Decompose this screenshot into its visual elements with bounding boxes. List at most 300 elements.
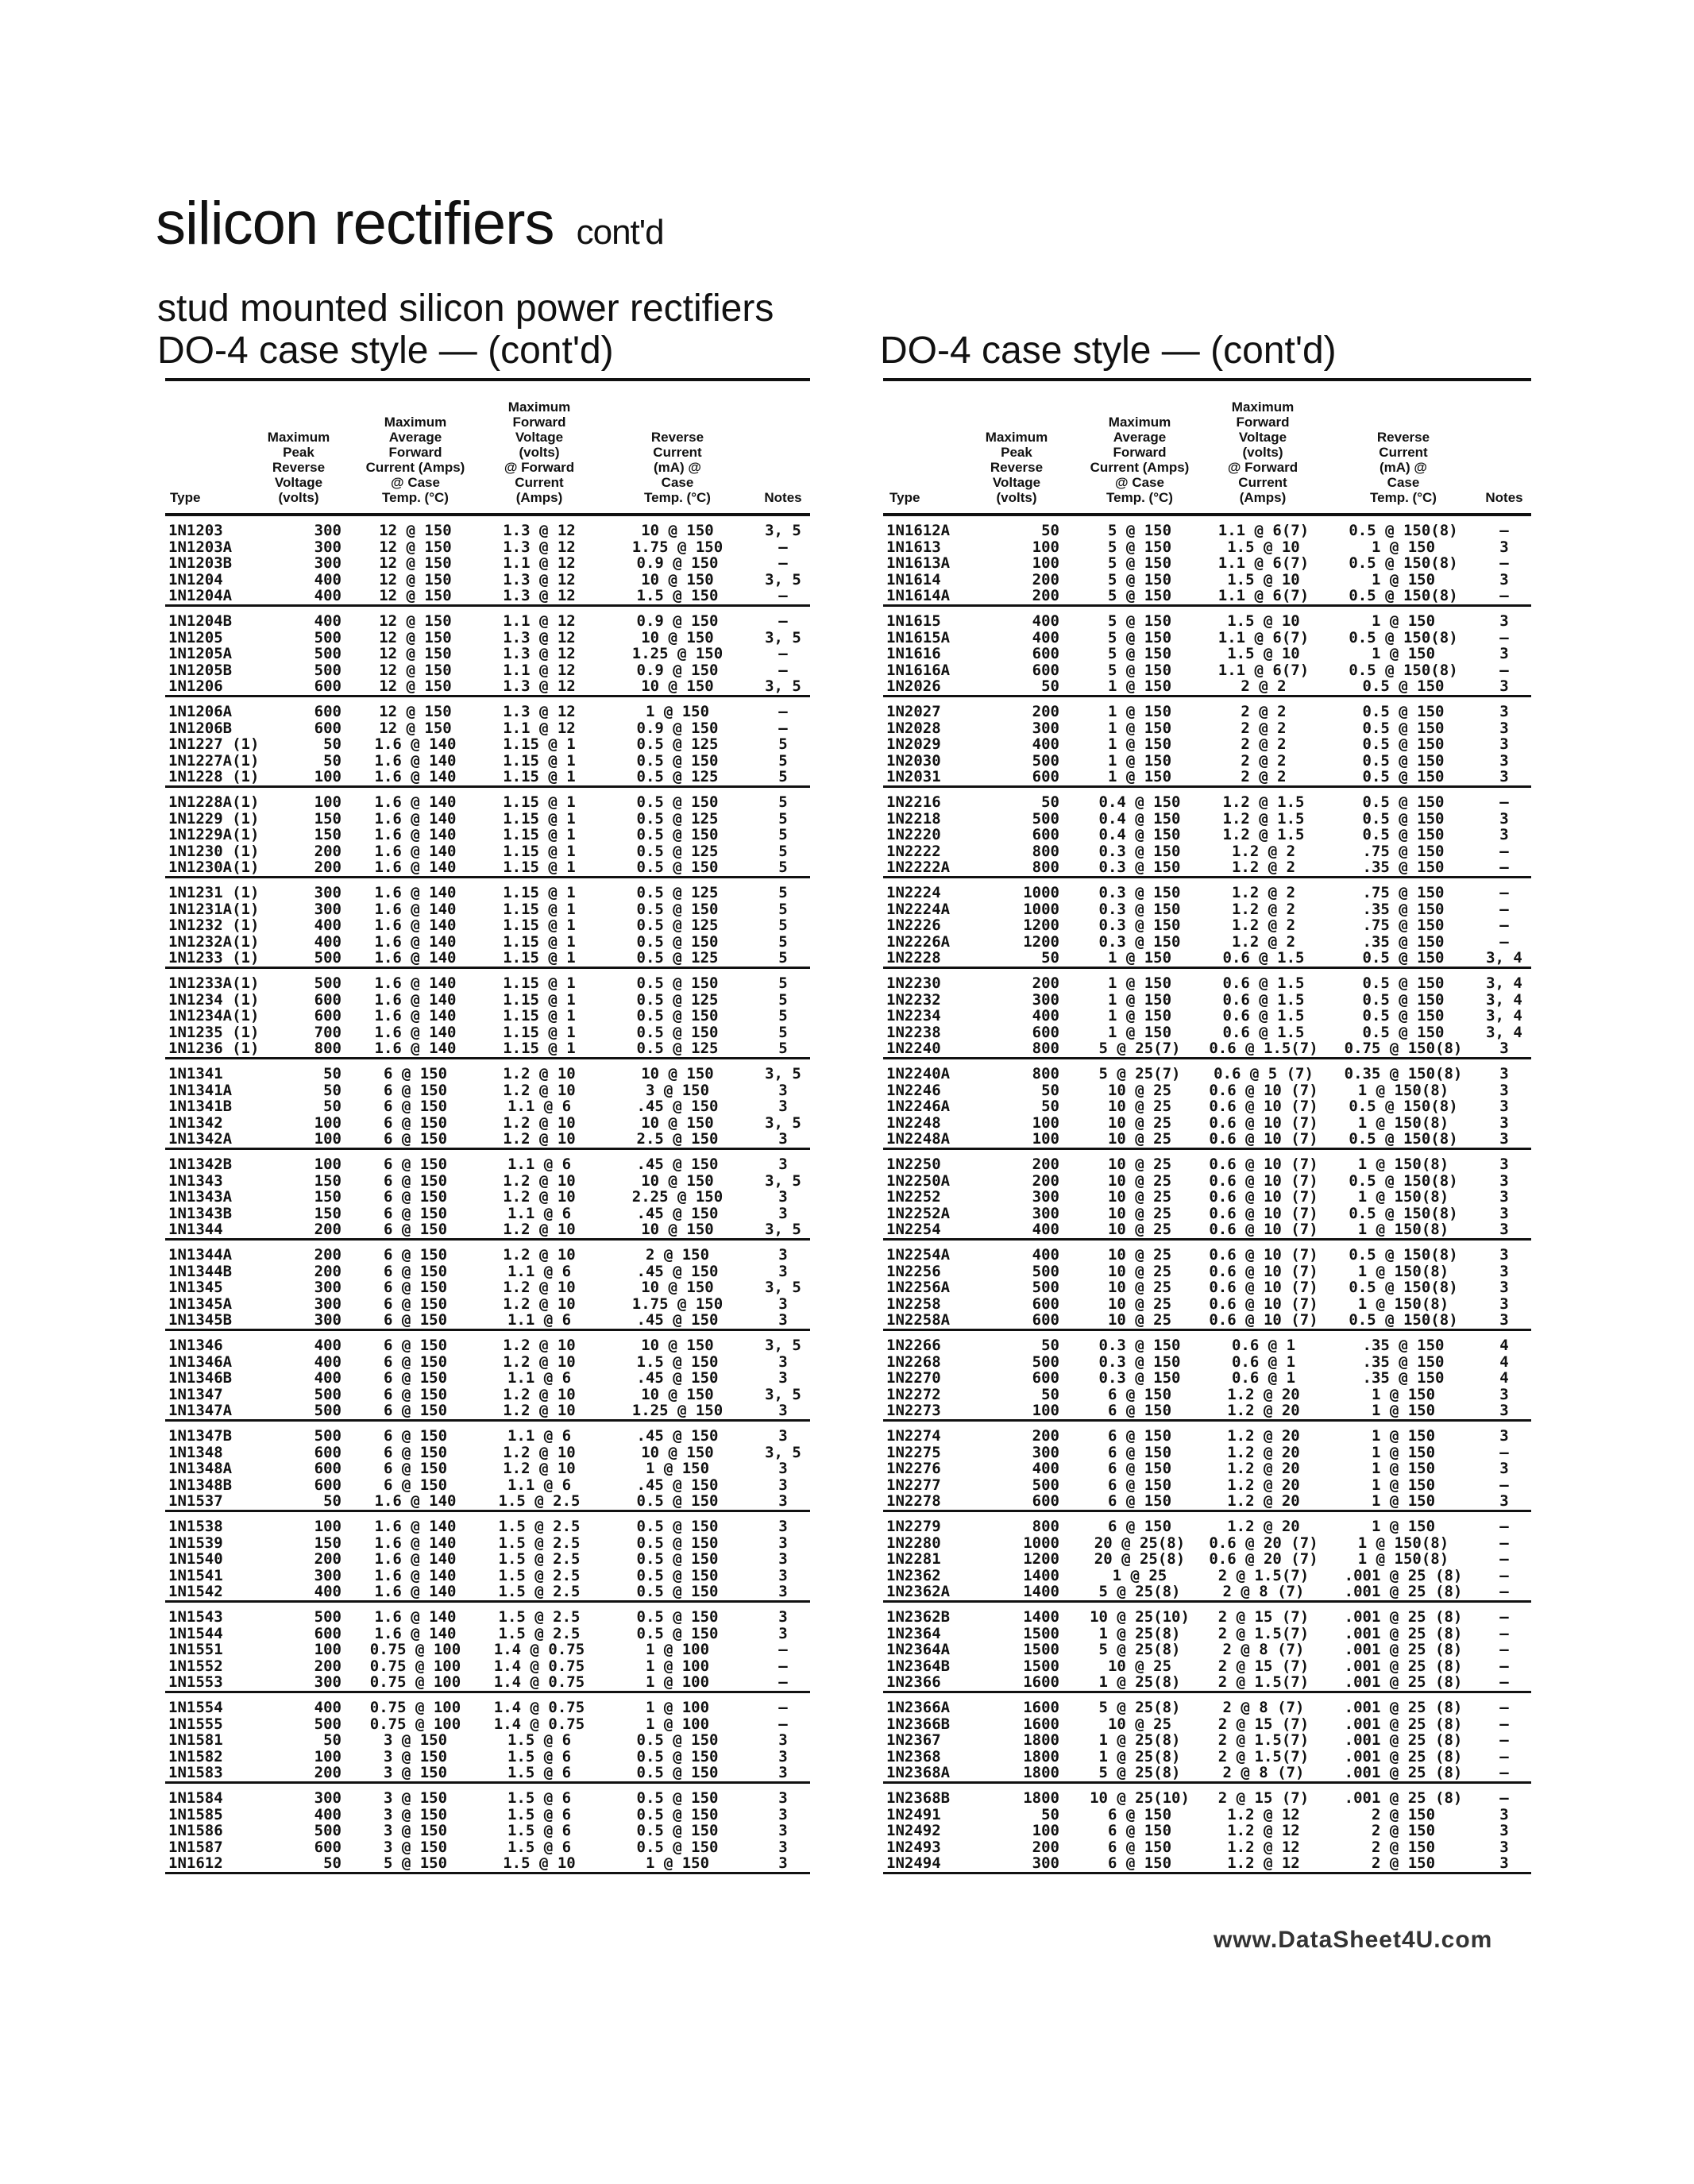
table-row (883, 811, 1531, 828)
type-cell: 1N2492 (886, 1822, 941, 1840)
current-cell: 6 @ 150 (383, 1279, 448, 1297)
type-cell: 1N2248A (886, 1130, 951, 1148)
notes-cell: 5 (778, 1023, 788, 1041)
title-main: silicon rectifiers (156, 190, 554, 257)
voltage-cell: 500 (1032, 809, 1059, 828)
notes-cell: 3, 5 (765, 1113, 801, 1132)
notes-cell: — (1499, 1518, 1509, 1535)
current-cell: 3 @ 150 (383, 1789, 448, 1807)
type-cell: 1N1205B (168, 661, 233, 679)
current-cell: 12 @ 150 (379, 522, 452, 539)
type-cell: 1N1231 (1) (168, 884, 260, 901)
voltage-cell: 400 (314, 916, 342, 935)
type-cell: 1N2494 (886, 1854, 941, 1873)
forward-voltage-cell: 1.3 @ 12 (503, 677, 576, 696)
table-row (883, 572, 1531, 588)
voltage-cell: 600 (1032, 661, 1059, 679)
type-cell: 1N2258A (886, 1311, 951, 1329)
voltage-cell: 500 (314, 1822, 342, 1840)
table-row (883, 1807, 1531, 1823)
type-cell: 1N1538 (168, 1518, 223, 1535)
type-cell: 1N2027 (886, 703, 941, 720)
type-cell: 1N1614A (886, 587, 951, 605)
table-row (883, 588, 1531, 604)
voltage-cell: 400 (314, 1805, 342, 1823)
current-cell: 6 @ 150 (1107, 1822, 1172, 1840)
notes-cell: — (778, 645, 788, 663)
current-cell: 1.6 @ 140 (374, 793, 457, 811)
reverse-current-cell: 10 @ 150 (641, 1443, 714, 1461)
current-cell: 1 @ 25(8) (1098, 1747, 1181, 1765)
table-row (883, 843, 1531, 860)
current-cell: 12 @ 150 (379, 554, 452, 573)
current-cell: 6 @ 150 (383, 1188, 448, 1206)
voltage-cell: 100 (314, 1130, 342, 1148)
table-row (165, 1173, 810, 1190)
current-cell: 10 @ 25 (1107, 1715, 1172, 1733)
title-suffix: cont'd (576, 213, 664, 252)
forward-voltage-cell: 1.5 @ 6 (507, 1731, 572, 1750)
current-cell: 6 @ 150 (383, 1246, 448, 1264)
voltage-cell: 50 (323, 1854, 342, 1873)
voltage-cell: 200 (1032, 703, 1059, 720)
type-cell: 1N1583 (168, 1764, 223, 1782)
reverse-current-cell: 0.5 @ 125 (636, 1040, 719, 1058)
voltage-cell: 1800 (1023, 1789, 1059, 1807)
table-row (883, 1428, 1531, 1445)
table-row (883, 1568, 1531, 1584)
table-row (883, 1642, 1531, 1658)
type-cell: 1N2274 (886, 1427, 941, 1445)
current-cell: 12 @ 150 (379, 703, 452, 720)
table-row (883, 1173, 1531, 1190)
voltage-cell: 300 (1032, 1854, 1059, 1873)
type-cell: 1N2228 (886, 949, 941, 967)
voltage-cell: 600 (1032, 645, 1059, 663)
reverse-current-cell: 2 @ 150 (645, 1246, 710, 1264)
current-cell: 10 @ 25 (1107, 1156, 1172, 1173)
current-cell: 1.6 @ 140 (374, 884, 457, 901)
table-row (165, 1156, 810, 1173)
voltage-cell: 300 (314, 538, 342, 556)
current-cell: 3 @ 150 (383, 1838, 448, 1856)
forward-voltage-cell: 1.2 @ 10 (503, 1221, 576, 1239)
forward-voltage-cell: 1.3 @ 12 (503, 645, 576, 663)
forward-voltage-cell: 1.2 @ 20 (1227, 1476, 1300, 1494)
current-cell: 6 @ 150 (383, 1204, 448, 1222)
reverse-current-cell: 1 @ 100 (645, 1657, 710, 1675)
notes-cell: 3 (778, 1427, 788, 1445)
table-row (165, 1518, 810, 1535)
header-forward-current: Maximum Average Forward Current (Amps) @ Case Temp. (°C) (365, 415, 465, 505)
table-row (883, 1296, 1531, 1313)
forward-voltage-cell: 1.15 @ 1 (503, 974, 576, 992)
table-row (883, 1387, 1531, 1403)
voltage-cell: 300 (314, 522, 342, 539)
type-cell: 1N2491 (886, 1805, 941, 1823)
forward-voltage-cell: 1.5 @ 6 (507, 1789, 572, 1807)
table-row (165, 859, 810, 876)
type-cell: 1N2238 (886, 1023, 941, 1041)
table-row (165, 843, 810, 860)
type-cell: 1N1230A(1) (168, 859, 260, 877)
reverse-current-cell: 1 @ 150(8) (1357, 1550, 1449, 1569)
notes-cell: 3 (778, 1130, 788, 1148)
voltage-cell: 600 (1032, 826, 1059, 844)
table-row (165, 1403, 810, 1419)
voltage-cell: 1400 (1023, 1583, 1059, 1601)
row-group (165, 1693, 810, 1784)
notes-cell: 3 (1499, 538, 1509, 556)
row-group (883, 1422, 1531, 1512)
table-row (883, 662, 1531, 679)
type-cell: 1N2362 (886, 1566, 941, 1584)
reverse-current-cell: .35 @ 150 (1362, 859, 1445, 877)
forward-voltage-cell: 1.1 @ 6 (507, 1204, 572, 1222)
type-cell: 1N2256 (886, 1262, 941, 1280)
notes-cell: 3 (1499, 1204, 1509, 1222)
table-row (165, 736, 810, 753)
notes-cell: 3, 5 (765, 628, 801, 646)
table-row (883, 1206, 1531, 1222)
notes-cell: — (778, 1673, 788, 1692)
current-cell: 1 @ 25(8) (1098, 1673, 1181, 1692)
type-cell: 1N1544 (168, 1624, 223, 1642)
forward-voltage-cell: 1.3 @ 12 (503, 628, 576, 646)
forward-voltage-cell: 1.15 @ 1 (503, 884, 576, 901)
type-cell: 1N1553 (168, 1673, 223, 1692)
type-cell: 1N1613 (886, 538, 941, 556)
notes-cell: 3 (778, 1805, 788, 1823)
voltage-cell: 700 (314, 1023, 342, 1041)
reverse-current-cell: 1 @ 150(8) (1357, 1295, 1449, 1313)
notes-cell: 4 (1499, 1369, 1509, 1387)
current-cell: 6 @ 150 (383, 1385, 448, 1403)
forward-voltage-cell: 1.5 @ 10 (1227, 645, 1300, 663)
reverse-current-cell: 0.5 @ 150 (1362, 1023, 1445, 1041)
table-row (165, 1674, 810, 1691)
table-row (883, 950, 1531, 967)
forward-voltage-cell: 1.2 @ 12 (1227, 1822, 1300, 1840)
type-cell: 1N1203A (168, 538, 233, 556)
notes-cell: — (1499, 1641, 1509, 1659)
forward-voltage-cell: 1.15 @ 1 (503, 916, 576, 935)
notes-cell: — (1499, 1789, 1509, 1807)
row-group (883, 1331, 1531, 1422)
type-cell: 1N1615 (886, 612, 941, 630)
reverse-current-cell: 1 @ 150(8) (1357, 1221, 1449, 1239)
forward-voltage-cell: 1.15 @ 1 (503, 859, 576, 877)
row-group (165, 1512, 810, 1603)
table-row (165, 646, 810, 662)
table-row (883, 769, 1531, 785)
notes-cell: 3 (1499, 1460, 1509, 1478)
notes-cell: 3 (1499, 1838, 1509, 1856)
header-peak-reverse-voltage: Maximum Peak Reverse Voltage (volts) (267, 430, 330, 505)
notes-cell: — (778, 703, 788, 720)
voltage-cell: 600 (314, 1838, 342, 1856)
page-title (156, 189, 664, 258)
notes-cell: — (778, 1657, 788, 1675)
table-row (165, 1839, 810, 1856)
forward-voltage-cell: 0.6 @ 10 (7) (1209, 1221, 1318, 1239)
reverse-current-cell: 0.5 @ 150 (636, 1789, 719, 1807)
notes-cell: 3, 4 (1486, 990, 1522, 1009)
table-body (165, 516, 810, 1874)
row-group (883, 788, 1531, 878)
notes-cell: — (778, 587, 788, 605)
voltage-cell: 300 (314, 1311, 342, 1329)
notes-cell: 3 (1499, 612, 1509, 630)
forward-voltage-cell: 1.5 @ 10 (503, 1854, 576, 1873)
voltage-cell: 500 (314, 1427, 342, 1445)
current-cell: 5 @ 25(7) (1098, 1040, 1181, 1058)
current-cell: 5 @ 150 (1107, 645, 1172, 663)
table-row (165, 523, 810, 539)
reverse-current-cell: 0.5 @ 150(8) (1349, 1098, 1458, 1116)
table-row (883, 975, 1531, 992)
voltage-cell: 1600 (1023, 1715, 1059, 1733)
current-cell: 1.6 @ 140 (374, 1608, 457, 1626)
voltage-cell: 100 (314, 1641, 342, 1659)
type-cell: 1N1204B (168, 612, 233, 630)
current-cell: 0.75 @ 100 (369, 1657, 461, 1675)
current-cell: 1.6 @ 140 (374, 826, 457, 844)
current-cell: 3 @ 150 (383, 1731, 448, 1750)
notes-cell: — (1499, 1476, 1509, 1494)
table-row (165, 1387, 810, 1403)
type-cell: 1N1206 (168, 677, 223, 696)
notes-cell: 3 (778, 1624, 788, 1642)
voltage-cell: 600 (314, 990, 342, 1009)
current-cell: 1.6 @ 140 (374, 932, 457, 951)
forward-voltage-cell: 0.6 @ 10 (7) (1209, 1081, 1318, 1099)
reverse-current-cell: 0.5 @ 150 (636, 1747, 719, 1765)
voltage-cell: 200 (314, 842, 342, 860)
type-cell: 1N2367 (886, 1731, 941, 1750)
notes-cell: 3, 4 (1486, 974, 1522, 992)
type-cell: 1N2273 (886, 1402, 941, 1420)
voltage-cell: 500 (314, 628, 342, 646)
type-cell: 1N1554 (168, 1699, 223, 1716)
voltage-cell: 200 (1032, 974, 1059, 992)
current-cell: 6 @ 150 (1107, 1838, 1172, 1856)
type-cell: 1N2232 (886, 990, 941, 1009)
voltage-cell: 400 (314, 1369, 342, 1387)
forward-voltage-cell: 0.6 @ 1.5(7) (1209, 1040, 1318, 1058)
forward-voltage-cell: 1.3 @ 12 (503, 522, 576, 539)
reverse-current-cell: 0.5 @ 150(8) (1349, 1279, 1458, 1297)
reverse-current-cell: 1.25 @ 150 (631, 1402, 724, 1420)
reverse-current-cell: .45 @ 150 (636, 1427, 719, 1445)
current-cell: 0.3 @ 150 (1098, 884, 1181, 901)
current-cell: 1.6 @ 140 (374, 842, 457, 860)
current-cell: 5 @ 25(8) (1098, 1583, 1181, 1601)
table-row (883, 1716, 1531, 1733)
reverse-current-cell: 1.5 @ 150 (636, 587, 719, 605)
type-cell: 1N1205A (168, 645, 233, 663)
notes-cell: 5 (778, 949, 788, 967)
reverse-current-cell: 10 @ 150 (641, 1065, 714, 1082)
reverse-current-cell: 0.5 @ 125 (636, 884, 719, 901)
notes-cell: 3 (778, 1295, 788, 1313)
type-cell: 1N1344 (168, 1221, 223, 1239)
type-cell: 1N1341B (168, 1098, 233, 1116)
reverse-current-cell: 1 @ 100 (645, 1715, 710, 1733)
forward-voltage-cell: 1.15 @ 1 (503, 949, 576, 967)
reverse-current-cell: 1 @ 150(8) (1357, 1188, 1449, 1206)
current-cell: 12 @ 150 (379, 587, 452, 605)
current-cell: 10 @ 25 (1107, 1311, 1172, 1329)
type-cell: 1N2026 (886, 677, 941, 696)
current-cell: 10 @ 25 (1107, 1246, 1172, 1264)
table-row (165, 720, 810, 737)
current-cell: 10 @ 25 (1107, 1221, 1172, 1239)
forward-voltage-cell: 1.2 @ 10 (503, 1188, 576, 1206)
reverse-current-cell: 1 @ 150 (645, 1460, 710, 1478)
table-row (883, 1131, 1531, 1148)
reverse-current-cell: 0.5 @ 150 (636, 1583, 719, 1601)
forward-voltage-cell: 1.1 @ 6 (507, 1476, 572, 1494)
reverse-current-cell: .001 @ 25 (8) (1344, 1624, 1463, 1642)
type-cell: 1N2029 (886, 735, 941, 754)
forward-voltage-cell: 1.5 @ 10 (1227, 538, 1300, 556)
row-group (165, 1150, 810, 1241)
current-cell: 1.6 @ 140 (374, 1624, 457, 1642)
forward-voltage-cell: 1.2 @ 2 (1231, 884, 1296, 901)
table-row (165, 1066, 810, 1082)
current-cell: 6 @ 150 (1107, 1476, 1172, 1494)
row-group (165, 607, 810, 697)
voltage-cell: 1200 (1023, 932, 1059, 951)
right-case-heading: DO-4 case style — (cont'd) (880, 330, 1337, 372)
row-group (165, 1603, 810, 1693)
type-cell: 1N1230 (1) (168, 842, 260, 860)
table-row (883, 1066, 1531, 1082)
notes-cell: 3 (1499, 1385, 1509, 1403)
table-header (883, 381, 1531, 516)
table-row (883, 1247, 1531, 1264)
reverse-current-cell: .001 @ 25 (8) (1344, 1641, 1463, 1659)
current-cell: 0.4 @ 150 (1098, 809, 1181, 828)
reverse-current-cell: 0.5 @ 125 (636, 768, 719, 786)
table-row (883, 1732, 1531, 1749)
voltage-cell: 200 (314, 1550, 342, 1569)
forward-voltage-cell: 0.6 @ 20 (7) (1209, 1534, 1318, 1552)
current-cell: 1.6 @ 140 (374, 1583, 457, 1601)
notes-cell: 3 (778, 1204, 788, 1222)
type-cell: 1N1612 (168, 1854, 223, 1873)
forward-voltage-cell: 1.2 @ 10 (503, 1246, 576, 1264)
reverse-current-cell: .35 @ 150 (1362, 932, 1445, 951)
table-row (165, 1584, 810, 1600)
type-cell: 1N1612A (886, 522, 951, 539)
type-cell: 1N2246 (886, 1081, 941, 1099)
forward-voltage-cell: 1.1 @ 6(7) (1217, 661, 1310, 679)
table-row (883, 934, 1531, 951)
type-cell: 1N1348 (168, 1443, 223, 1461)
current-cell: 6 @ 150 (1107, 1402, 1172, 1420)
voltage-cell: 100 (1032, 538, 1059, 556)
reverse-current-cell: 0.5 @ 125 (636, 949, 719, 967)
reverse-current-cell: .001 @ 25 (8) (1344, 1673, 1463, 1692)
notes-cell: 3 (778, 1188, 788, 1206)
notes-cell: 3, 4 (1486, 1023, 1522, 1041)
notes-cell: — (1499, 587, 1509, 605)
row-group (165, 1784, 810, 1874)
forward-voltage-cell: 1.15 @ 1 (503, 900, 576, 918)
table-row (165, 901, 810, 918)
notes-cell: 3 (778, 1081, 788, 1099)
row-group (883, 1150, 1531, 1241)
notes-cell: 3 (1499, 1854, 1509, 1873)
header-type: Type (889, 490, 920, 505)
reverse-current-cell: .45 @ 150 (636, 1262, 719, 1280)
table-row (165, 1765, 810, 1781)
voltage-cell: 600 (314, 677, 342, 696)
voltage-cell: 600 (1032, 768, 1059, 786)
voltage-cell: 500 (314, 1715, 342, 1733)
notes-cell: 3, 5 (765, 1337, 801, 1354)
voltage-cell: 150 (314, 826, 342, 844)
current-cell: 6 @ 150 (383, 1156, 448, 1173)
voltage-cell: 500 (314, 645, 342, 663)
row-group (165, 1422, 810, 1512)
notes-cell: 3 (1499, 826, 1509, 844)
current-cell: 12 @ 150 (379, 719, 452, 737)
table-row (883, 1658, 1531, 1675)
current-cell: 6 @ 150 (383, 1460, 448, 1478)
reverse-current-cell: .001 @ 25 (8) (1344, 1747, 1463, 1765)
table-row (165, 1312, 810, 1329)
notes-cell: — (1499, 1715, 1509, 1733)
voltage-cell: 200 (314, 859, 342, 877)
type-cell: 1N2250A (886, 1171, 951, 1190)
current-cell: 12 @ 150 (379, 538, 452, 556)
voltage-cell: 300 (314, 1789, 342, 1807)
forward-voltage-cell: 2 @ 1.5(7) (1217, 1566, 1310, 1584)
voltage-cell: 400 (314, 570, 342, 588)
forward-voltage-cell: 2 @ 1.5(7) (1217, 1673, 1310, 1692)
current-cell: 1.6 @ 140 (374, 859, 457, 877)
forward-voltage-cell: 2 @ 2 (1241, 677, 1287, 696)
current-cell: 0.3 @ 150 (1098, 859, 1181, 877)
current-cell: 1 @ 150 (1107, 768, 1172, 786)
reverse-current-cell: .001 @ 25 (8) (1344, 1608, 1463, 1626)
type-cell: 1N1234 (1) (168, 990, 260, 1009)
forward-voltage-cell: 0.6 @ 10 (7) (1209, 1246, 1318, 1264)
reverse-current-cell: 1 @ 150 (1371, 1460, 1436, 1478)
table-row (883, 1535, 1531, 1552)
reverse-current-cell: 0.5 @ 150 (1362, 793, 1445, 811)
forward-voltage-cell: 1.5 @ 2.5 (498, 1608, 581, 1626)
table-row (165, 704, 810, 720)
notes-cell: 3, 5 (765, 1385, 801, 1403)
current-cell: 1 @ 150 (1107, 1007, 1172, 1025)
voltage-cell: 300 (1032, 719, 1059, 737)
table-row (883, 1098, 1531, 1115)
forward-voltage-cell: 1.3 @ 12 (503, 570, 576, 588)
forward-voltage-cell: 0.6 @ 20 (7) (1209, 1550, 1318, 1569)
current-cell: 6 @ 150 (383, 1171, 448, 1190)
row-group (883, 516, 1531, 607)
reverse-current-cell: 0.5 @ 150 (1362, 1007, 1445, 1025)
voltage-cell: 400 (314, 1699, 342, 1716)
voltage-cell: 300 (314, 1279, 342, 1297)
type-cell: 1N2222 (886, 842, 941, 860)
notes-cell: 3, 5 (765, 1279, 801, 1297)
table-row (883, 1626, 1531, 1642)
